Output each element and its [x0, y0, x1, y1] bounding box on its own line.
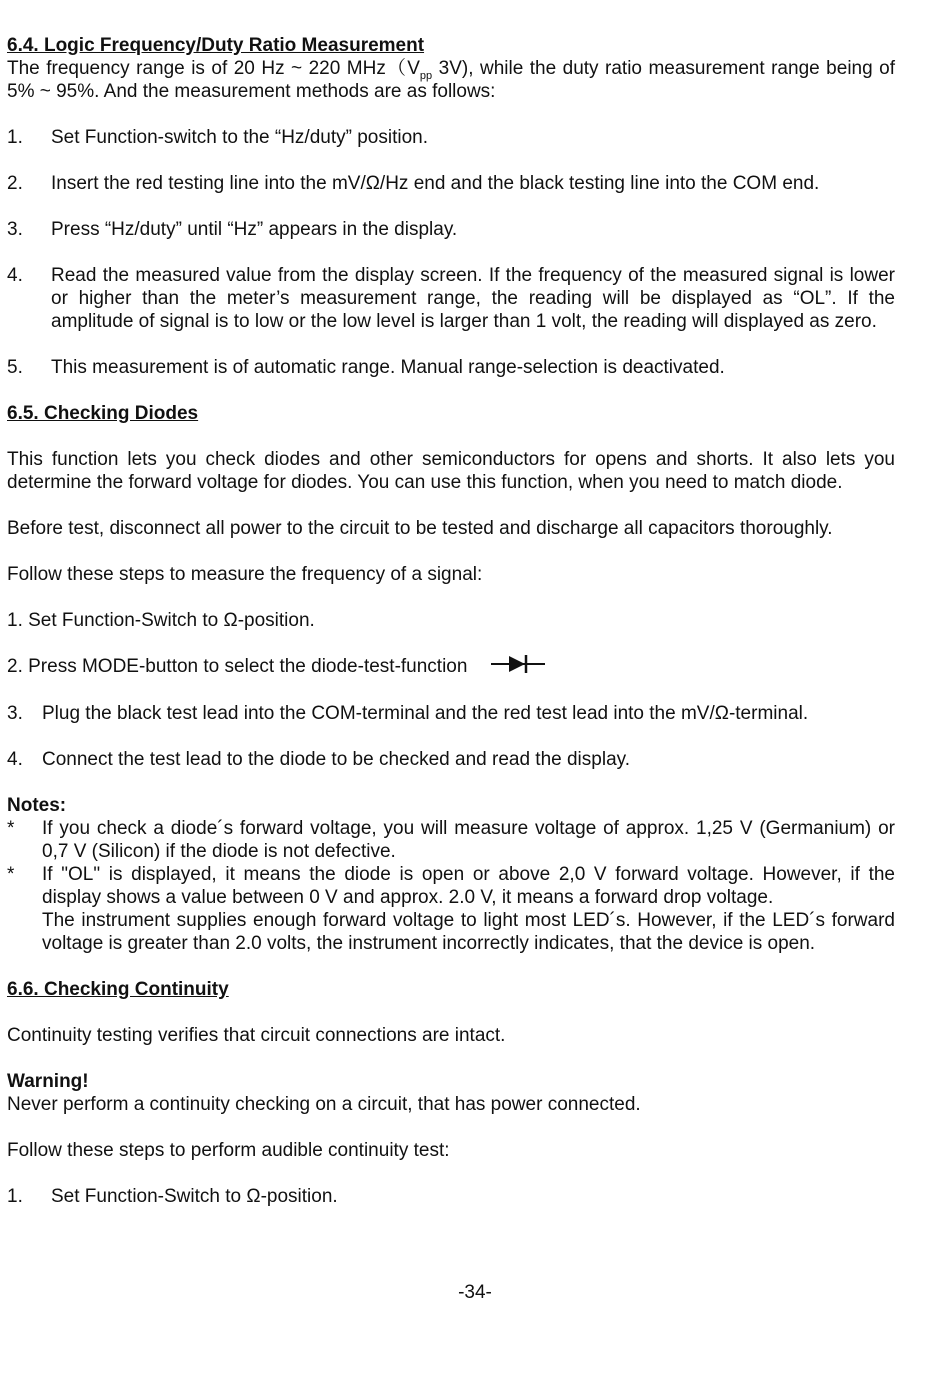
manual-page [7, 34, 895, 1208]
sec64-step-5: 5. This measurement is of automatic range. Manual range-selection is deactivated. [7, 357, 725, 378]
section-heading-6-6: 6.6. Checking Continuity [7, 979, 229, 1000]
note-item: * If "OL" is displayed, it means the diode is open or above 2,0 V forward voltage. However, if the display shows a value between 0 V and approx. 2.0 V, it means a forward drop voltage. [7, 864, 895, 908]
page-number: -34- [458, 1282, 492, 1303]
notes-label: Notes: [7, 795, 67, 816]
sec65-paragraph-2: Before test, disconnect all power to the circuit to be tested and discharge all capacitors thoroughly. [7, 518, 833, 539]
sec64-step-3: 3. Press “Hz/duty” until “Hz” appears in the display. [7, 219, 458, 240]
sec66-paragraph-2: Follow these steps to perform audible continuity test: [7, 1140, 450, 1161]
sec65-step-4: 4. Connect the test lead to the diode to be checked and read the display. [7, 749, 630, 770]
section-6-4-intro: The frequency range is of 20 Hz ~ 220 $MHz(V_{pp}$ 3V), while the duty ratio measurement range being of 5% ~ 95%. And the measurement methods are as follows: [7, 58, 895, 102]
section-heading-6-4: 6.4. Logic Frequency/Duty Ratio Measurement [7, 35, 425, 56]
warning-label: Warning! [7, 1071, 89, 1092]
sec64-step-4: 4. Read the measured value from the display screen. If the frequency of the measured signal is lower or higher than the meter’s measurement range, the reading will be displayed as “OL”. If the amplitude of signal is to low or the low level is larger than 1 volt, the reading will displayed as zero. [7, 265, 895, 332]
sec64-step-2: 2. Insert the red testing line into the mV/Ω/Hz end and the black testing line into the COM end. [7, 173, 820, 194]
diode-symbol-icon [491, 655, 547, 679]
sec65-step-2: 2. Press MODE-button to select the diode-test-function [7, 655, 895, 679]
sec65-paragraph-3: Follow these steps to measure the frequency of a signal: [7, 564, 483, 585]
sec64-step-1: 1. Set Function-switch to the “Hz/duty” position. [7, 127, 428, 148]
sec66-step-1: 1. Set Function-Switch to Ω-position. [7, 1186, 338, 1207]
note-item: * If you check a diode´s forward voltage, you will measure voltage of approx. 1,25 V (Germanium) or 0,7 V (Silicon) if the diode is not defective. [7, 818, 895, 862]
sec66-paragraph-1: Continuity testing verifies that circuit connections are intact. [7, 1025, 506, 1046]
sec65-step-3: 3. Plug the black test lead into the COM-terminal and the red test lead into the mV/Ω-terminal. [7, 703, 809, 724]
warning-text: Never perform a continuity checking on a circuit, that has power connected. [7, 1094, 641, 1115]
sec65-step-1: 1. Set Function-Switch to Ω-position. [7, 610, 315, 631]
note-continuation: The instrument supplies enough forward voltage to light most LED´s. However, if the LED´s forward voltage is greater than 2.0 volts, the instrument incorrectly indicates, that the device is open. [42, 910, 895, 954]
section-heading-6-5: 6.5. Checking Diodes [7, 403, 199, 424]
sec65-paragraph-1: This function lets you check diodes and other semiconductors for opens and shorts. It also lets you determine the forward voltage for diodes. You can use this function, when you need to match diode. [7, 449, 895, 493]
